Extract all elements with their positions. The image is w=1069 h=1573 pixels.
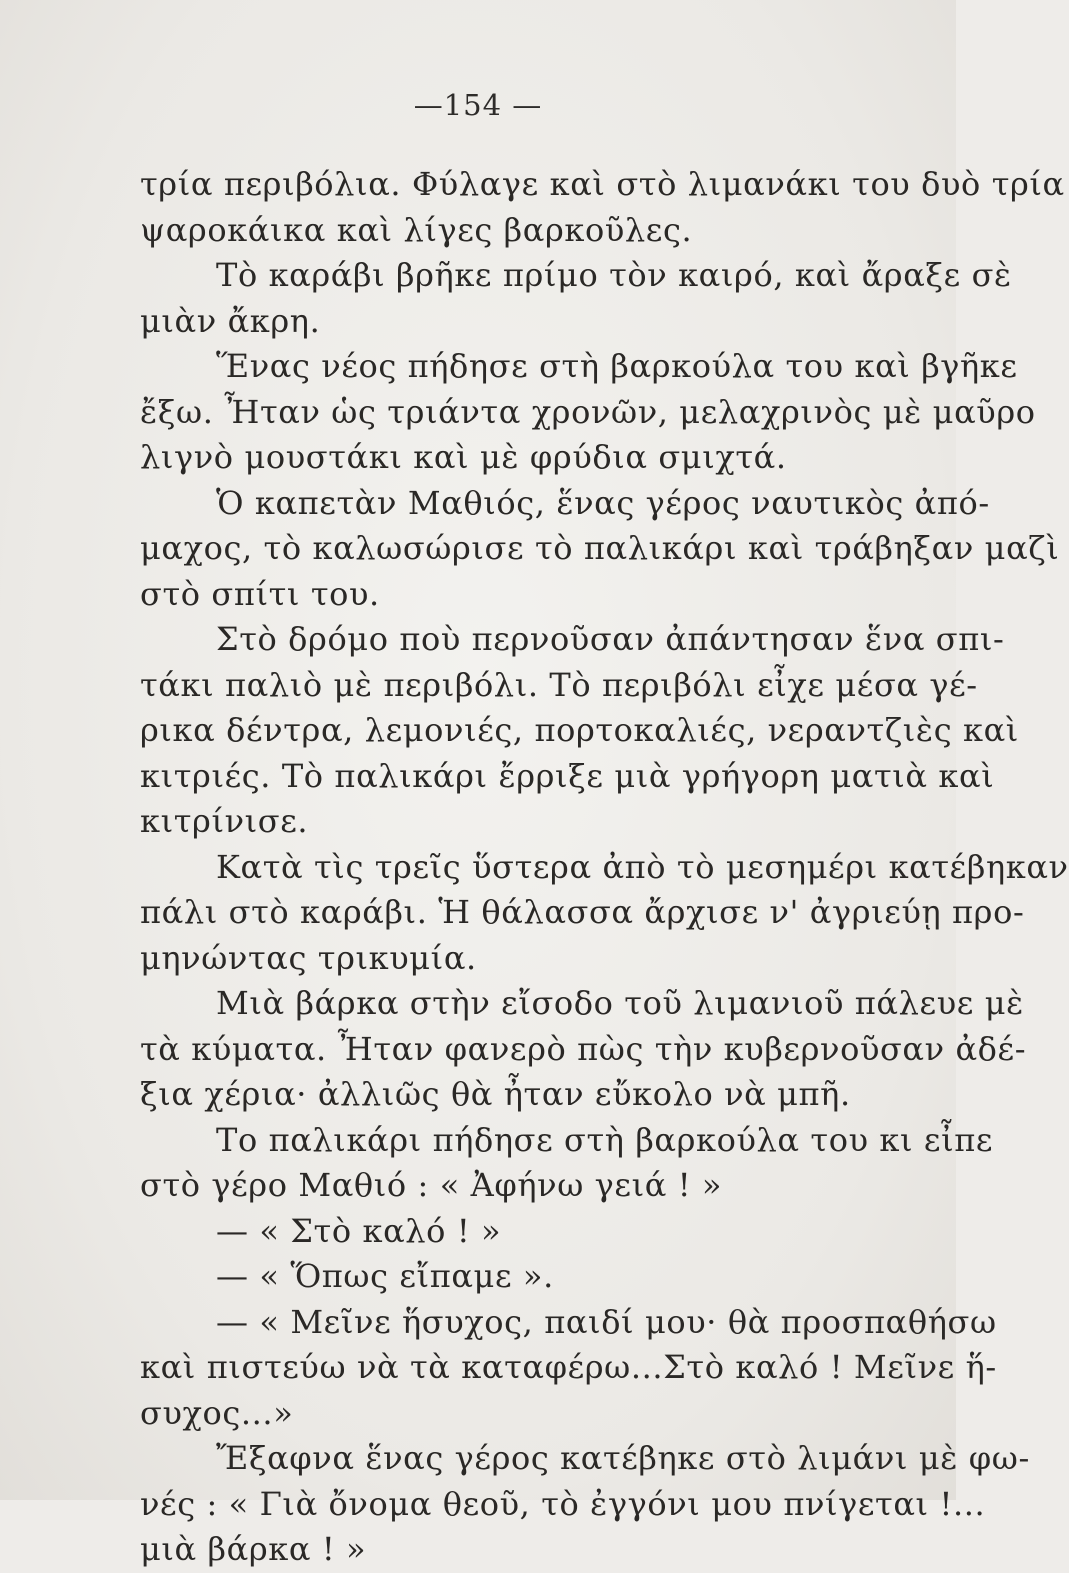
text-line: ρικα δέντρα, λεμονιές, πορτοκαλιές, νεραντζιὲς καὶ: [140, 711, 1019, 749]
text-line: Το παλικάρι πήδησε στὴ βαρκούλα του κι εἶπε: [216, 1120, 994, 1159]
text-line: ξια χέρια· ἀλλιῶς θὰ ἦταν εὔκολο νὰ μπῆ.: [140, 1075, 851, 1113]
text-line: Ὁ καπετὰν Μαθιός, ἕνας γέρος ναυτικὸς ἀπό-: [216, 483, 990, 522]
text-line: συχος...»: [140, 1393, 294, 1432]
text-line: κιτρίνισε.: [140, 802, 309, 840]
text-line: μαχος, τὸ καλωσώρισε τὸ παλικάρι καὶ τράβηξαν μαζὶ: [140, 529, 1060, 567]
text-line: λιγνὸ μουστάκι καὶ μὲ φρύδια σμιχτά.: [140, 438, 787, 476]
page-number: —154 —: [413, 88, 543, 122]
text-line: — « Ὅπως εἴπαμε ».: [216, 1257, 554, 1295]
text-line: — « Μεῖνε ἥσυχος, παιδί μου· θὰ προσπαθήσω: [216, 1302, 997, 1341]
text-line: κιτριές. Τὸ παλικάρι ἔρριξε μιὰ γρήγορη ματιὰ καὶ: [140, 756, 995, 795]
text-line: Κατὰ τὶς τρεῖς ὕστερα ἀπὸ τὸ μεσημέρι κατέβηκαν: [216, 847, 1069, 886]
text-line: Ἔξαφνα ἕνας γέρος κατέβηκε στὸ λιμάνι μὲ φω-: [216, 1439, 1030, 1477]
text-line: μηνώντας τρικυμία.: [140, 938, 477, 977]
text-line: ἔξω. Ἦταν ὡς τριάντα χρονῶν, μελαχρινὸς μὲ μαῦρο: [140, 392, 1036, 431]
text-line: τάκι παλιὸ μὲ περιβόλι. Τὸ περιβόλι εἶχε μέσα γέ-: [140, 665, 978, 704]
body-text: [140, 162, 1069, 1573]
text-line: στὸ σπίτι του.: [140, 574, 380, 613]
text-line: Τὸ καράβι βρῆκε πρίμο τὸν καιρό, καὶ ἄραξε σὲ: [216, 256, 1012, 294]
text-line: στὸ γέρο Μαθιό : « Ἀφήνω γειά ! »: [140, 1166, 723, 1204]
text-line: τὰ κύματα. Ἦταν φανερὸ πὼς τὴν κυβερνοῦσαν ἀδέ-: [140, 1029, 1027, 1068]
text-line: — « Στὸ καλό ! »: [216, 1211, 502, 1250]
text-line: νές : « Γιὰ ὄνομα θεοῦ, τὸ ἐγγόνι μου πνίγεται !...: [140, 1484, 986, 1523]
text-line: Στὸ δρόμο ποὺ περνοῦσαν ἀπάντησαν ἕνα σπι-: [216, 620, 1005, 658]
text-line: Μιὰ βάρκα στὴν εἴσοδο τοῦ λιμανιοῦ πάλευε μὲ: [216, 984, 1024, 1022]
text-line: ψαροκάικα καὶ λίγες βαρκοῦλες.: [140, 210, 693, 249]
text-line: καὶ πιστεύω νὰ τὰ καταφέρω...Στὸ καλό ! Μεῖνε ἥ-: [140, 1348, 997, 1386]
text-line: μιὰν ἄκρη.: [140, 301, 321, 340]
text-line: πάλι στὸ καράβι. Ἡ θάλασσα ἄρχισε ν' ἀγριεύῃ προ-: [140, 893, 1025, 931]
text-line: τρία περιβόλια. Φύλαγε καὶ στὸ λιμανάκι του δυὸ τρία: [140, 165, 1065, 203]
text-line: μιὰ βάρκα ! »: [140, 1530, 367, 1568]
text-line: Ἕνας νέος πήδησε στὴ βαρκούλα του καὶ βγῆκε: [216, 347, 1018, 385]
